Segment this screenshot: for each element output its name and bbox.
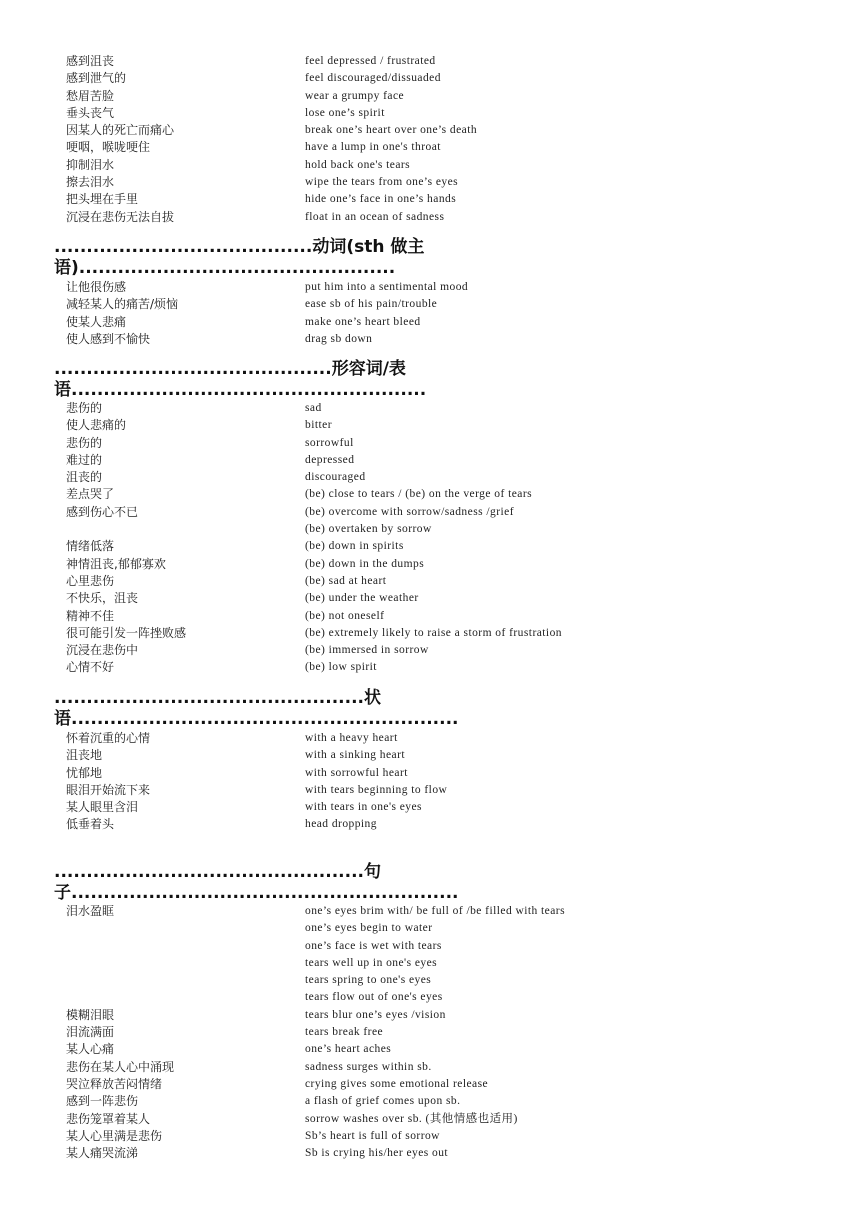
chinese-term: 情绪低落 — [66, 539, 115, 554]
list-item — [0, 70, 860, 87]
english-phrase: one’s face is wet with tears — [305, 939, 442, 952]
section-sentences — [0, 903, 860, 1162]
list-item — [0, 642, 860, 659]
list-item — [0, 157, 860, 174]
section-header-line: ...........................................形容词/表 — [54, 359, 406, 379]
list-item — [0, 105, 860, 122]
section-header-line: 子............................................................ — [54, 883, 459, 903]
list-item — [0, 174, 860, 191]
list-item — [0, 1093, 860, 1110]
list-item — [0, 799, 860, 816]
english-phrase: (be) immersed in sorrow — [305, 644, 429, 657]
list-item — [0, 782, 860, 799]
chinese-term: 沮丧地 — [66, 748, 103, 763]
english-phrase: tears blur one’s eyes /vision — [305, 1008, 446, 1021]
chinese-term: 难过的 — [66, 452, 103, 467]
english-phrase: with a sinking heart — [305, 749, 406, 762]
list-item — [0, 452, 860, 469]
chinese-term: 感到沮丧 — [66, 54, 115, 68]
english-phrase: discouraged — [305, 471, 366, 484]
chinese-term: 感到一阵悲伤 — [66, 1094, 139, 1109]
chinese-term: 不快乐，沮丧 — [66, 591, 139, 606]
chinese-term: 某人痛哭流涕 — [66, 1146, 139, 1161]
chinese-term: 感到泄气的 — [66, 71, 127, 86]
english-phrase: have a lump in one's throat — [305, 141, 441, 154]
chinese-term: 悲伤的 — [66, 401, 103, 415]
english-phrase: make one’s heart bleed — [305, 315, 421, 328]
chinese-term: 让他很伤感 — [66, 280, 127, 294]
chinese-term: 抑制泪水 — [66, 157, 115, 172]
english-phrase: ease sb of his pain/trouble — [305, 298, 438, 311]
section-header-line: ................................................状 — [54, 688, 381, 708]
english-phrase: float in an ocean of sadness — [305, 210, 445, 223]
section-header-adverbial — [54, 688, 754, 730]
chinese-term: 差点哭了 — [66, 487, 115, 502]
chinese-term: 某人心里满是悲伤 — [66, 1128, 163, 1143]
list-item — [0, 1145, 860, 1162]
english-phrase: sorrow washes over sb. (其他情感也适用) — [305, 1112, 518, 1125]
english-phrase: tears well up in one's eyes — [305, 956, 438, 969]
list-item — [0, 88, 860, 105]
english-phrase: (be) extremely likely to raise a storm of frustration — [305, 626, 562, 639]
chinese-term: 感到伤心不已 — [66, 504, 139, 519]
section-header-adjective-predicative — [54, 359, 754, 401]
english-phrase: one’s eyes begin to water — [305, 922, 433, 935]
list-item — [0, 730, 860, 747]
english-phrase: (be) sad at heart — [305, 574, 387, 587]
list-item — [0, 556, 860, 573]
list-item — [0, 521, 860, 538]
chinese-term: 因某人的死亡而痛心 — [66, 123, 175, 138]
english-phrase: with tears beginning to flow — [305, 783, 448, 796]
list-item — [0, 625, 860, 642]
english-phrase: sad — [305, 402, 322, 414]
english-phrase: one’s heart aches — [305, 1043, 392, 1056]
list-item — [0, 590, 860, 607]
english-phrase: hide one’s face in one’s hands — [305, 193, 457, 206]
list-item — [0, 296, 860, 313]
english-phrase: (be) not oneself — [305, 609, 385, 622]
list-item — [0, 122, 860, 139]
list-item — [0, 989, 860, 1006]
section-verb-subject — [0, 279, 860, 348]
english-phrase: wear a grumpy face — [305, 89, 405, 102]
section-adjective-predicative — [0, 400, 860, 677]
chinese-term: 某人眼里含泪 — [66, 800, 139, 815]
list-item — [0, 1128, 860, 1145]
chinese-term: 某人心痛 — [66, 1042, 115, 1057]
english-phrase: crying gives some emotional release — [305, 1077, 489, 1090]
english-phrase: depressed — [305, 453, 355, 466]
list-item — [0, 400, 860, 417]
chinese-term: 泪水盈眶 — [66, 904, 115, 918]
list-item — [0, 972, 860, 989]
english-phrase: tears spring to one's eyes — [305, 974, 432, 987]
english-phrase: one’s eyes brim with/ be full of /be filled with tears — [305, 905, 565, 917]
chinese-term: 沉浸在悲伤无法自拔 — [66, 209, 175, 224]
section-header-sentences — [54, 862, 754, 904]
english-phrase: (be) overcome with sorrow/sadness /grief — [305, 505, 514, 518]
section-adverbial — [0, 730, 860, 834]
english-phrase: with sorrowful heart — [305, 766, 408, 779]
english-phrase: put him into a sentimental mood — [305, 281, 469, 293]
section-header-verb-subject — [54, 237, 754, 279]
english-phrase: (be) low spirit — [305, 661, 377, 674]
english-phrase: Sb’s heart is full of sorrow — [305, 1129, 440, 1142]
list-item — [0, 1059, 860, 1076]
chinese-term: 忧郁地 — [66, 765, 103, 780]
list-item — [0, 504, 860, 521]
chinese-term: 沮丧的 — [66, 470, 103, 485]
chinese-term: 悲伤笼罩着某人 — [66, 1111, 151, 1126]
chinese-term: 眼泪开始流下来 — [66, 782, 151, 797]
english-phrase: (be) down in spirits — [305, 540, 404, 553]
english-phrase: tears flow out of one's eyes — [305, 991, 443, 1004]
english-phrase: with tears in one's eyes — [305, 801, 422, 814]
chinese-term: 愁眉苦脸 — [66, 88, 115, 103]
english-phrase: feel depressed / frustrated — [305, 55, 436, 67]
list-item — [0, 1024, 860, 1041]
chinese-term: 沉浸在悲伤中 — [66, 643, 139, 658]
list-item — [0, 573, 860, 590]
english-phrase: Sb is crying his/her eyes out — [305, 1147, 449, 1160]
list-item — [0, 1111, 860, 1128]
section-header-line: ........................................动词(sth 做主 — [54, 237, 425, 257]
list-item — [0, 1076, 860, 1093]
english-phrase: drag sb down — [305, 332, 373, 345]
english-phrase: with a heavy heart — [305, 732, 398, 744]
chinese-term: 哭泣释放苦闷情绪 — [66, 1076, 163, 1091]
chinese-term: 悲伤在某人心中涌现 — [66, 1059, 175, 1074]
chinese-term: 使人悲痛的 — [66, 418, 127, 433]
list-item — [0, 331, 860, 348]
english-phrase: feel discouraged/dissuaded — [305, 72, 441, 85]
chinese-term: 垂头丧气 — [66, 105, 115, 120]
list-item — [0, 469, 860, 486]
section-header-line: ................................................句 — [54, 862, 381, 882]
chinese-term: 怀着沉重的心情 — [66, 731, 151, 745]
list-item — [0, 765, 860, 782]
list-item — [0, 209, 860, 226]
english-phrase: sorrowful — [305, 436, 354, 449]
english-phrase: tears break free — [305, 1026, 384, 1039]
chinese-term: 模糊泪眼 — [66, 1007, 115, 1022]
list-item — [0, 435, 860, 452]
chinese-term: 低垂着头 — [66, 817, 115, 832]
list-item — [0, 1007, 860, 1024]
list-item — [0, 903, 860, 920]
list-item — [0, 417, 860, 434]
english-phrase: a flash of grief comes upon sb. — [305, 1095, 461, 1108]
chinese-term: 很可能引发一阵挫败感 — [66, 625, 187, 640]
english-phrase: head dropping — [305, 818, 377, 831]
english-phrase: (be) under the weather — [305, 592, 419, 605]
chinese-term: 泪流满面 — [66, 1025, 115, 1040]
chinese-term: 神情沮丧,郁郁寡欢 — [66, 556, 166, 571]
section-verb-phrases — [0, 53, 860, 226]
chinese-term: 把头埋在手里 — [66, 192, 139, 207]
list-item — [0, 53, 860, 70]
section-header-line: 语............................................................ — [54, 709, 459, 729]
chinese-term: 减轻某人的痛苦/烦恼 — [66, 297, 179, 312]
section-header-line: 语)................................................. — [54, 258, 396, 278]
list-item — [0, 486, 860, 503]
english-phrase: (be) close to tears / (be) on the verge of tears — [305, 488, 533, 501]
list-item — [0, 747, 860, 764]
english-phrase: (be) overtaken by sorrow — [305, 523, 432, 536]
english-phrase: break one’s heart over one’s death — [305, 124, 478, 137]
list-item — [0, 659, 860, 676]
list-item — [0, 191, 860, 208]
list-item — [0, 139, 860, 156]
english-phrase: wipe the tears from one’s eyes — [305, 176, 459, 189]
chinese-term: 心情不好 — [66, 660, 115, 675]
chinese-term: 擦去泪水 — [66, 175, 115, 190]
list-item — [0, 538, 860, 555]
chinese-term: 心里悲伤 — [66, 573, 115, 588]
chinese-term: 使人感到不愉快 — [66, 331, 151, 346]
english-phrase: bitter — [305, 419, 332, 432]
list-item — [0, 279, 860, 296]
english-phrase: (be) down in the dumps — [305, 557, 425, 570]
list-item — [0, 314, 860, 331]
list-item — [0, 608, 860, 625]
list-item — [0, 1041, 860, 1058]
list-item — [0, 938, 860, 955]
english-phrase: hold back one's tears — [305, 158, 411, 171]
english-phrase: lose one’s spirit — [305, 106, 385, 119]
chinese-term: 精神不佳 — [66, 608, 115, 623]
chinese-term: 使某人悲痛 — [66, 314, 127, 329]
list-item — [0, 920, 860, 937]
chinese-term: 哽咽，喉咙哽住 — [66, 140, 151, 155]
list-item — [0, 955, 860, 972]
section-header-line: 语....................................................... — [54, 380, 427, 400]
list-item — [0, 816, 860, 833]
chinese-term: 悲伤的 — [66, 435, 103, 450]
english-phrase: sadness surges within sb. — [305, 1060, 432, 1073]
